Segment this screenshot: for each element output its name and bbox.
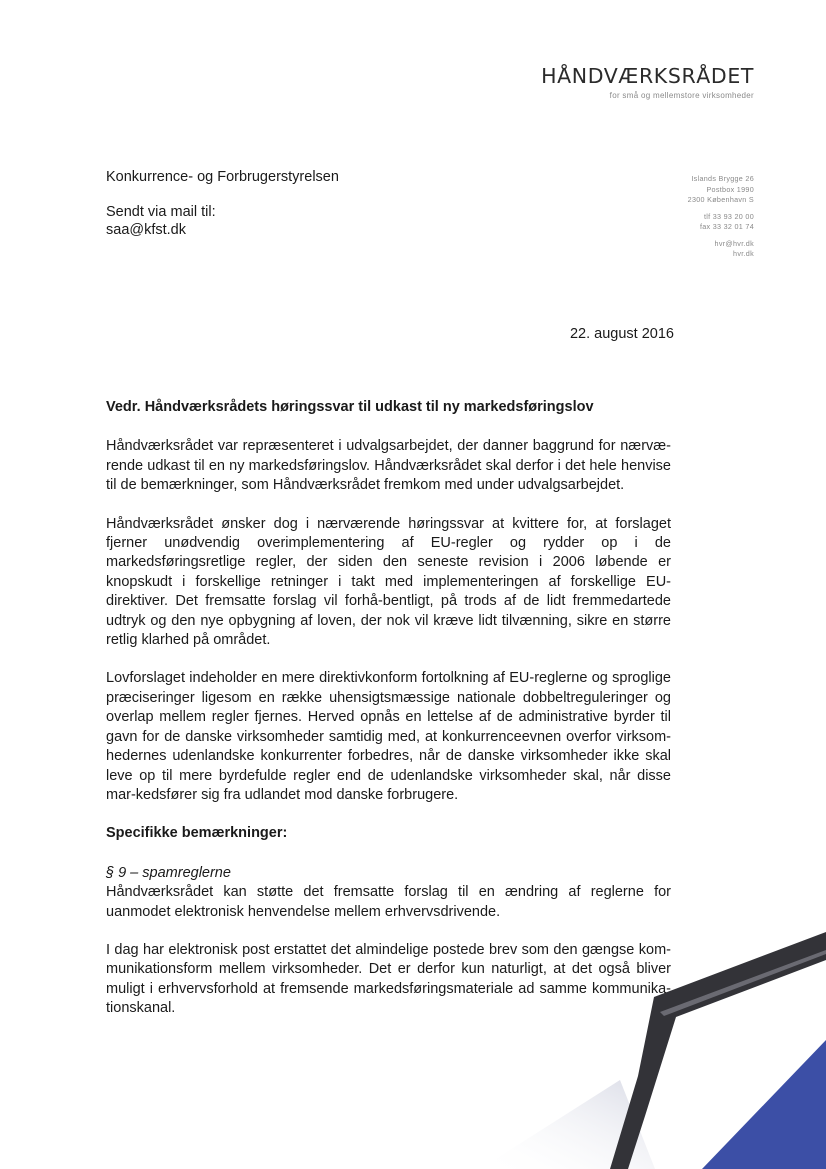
section-block bbox=[106, 864, 671, 922]
sender-address bbox=[688, 174, 754, 260]
letter-date: 22. august 2016 bbox=[569, 326, 674, 342]
specific-remarks-heading: Specifikke bemærkninger: bbox=[106, 825, 288, 842]
ribbon-highlight-shape bbox=[660, 950, 826, 1016]
recipient-block bbox=[106, 168, 339, 239]
letterhead bbox=[541, 64, 754, 100]
sent-via-label: Sendt via mail til: bbox=[106, 204, 216, 220]
address-city: 2300 København S bbox=[687, 195, 754, 204]
address-postbox: Postbox 1990 bbox=[706, 184, 754, 194]
address-web: hvr.dk bbox=[733, 249, 754, 258]
recipient-name: Konkurrence- og Forbrugerstyrelsen bbox=[106, 169, 339, 185]
address-fax: fax 33 32 01 74 bbox=[699, 222, 754, 231]
body-paragraph: Lovforslaget indeholder en mere direktivkonform fortolkning af EU-reglerne og sproglige præciseringer ligesom en række uhensigtsmæssige nationale dobbeltreguleringer og overlap mellem regler fjernes. Herved opnås en lettelse af de administrative byrder til gavn for de danske virksomheder samtidig med, at konkurrenceevnen overfor virksom-hedernes udenlandske konkurrenter forbedres, når de danske virksomheder ikke skal leve op til mere byrdefulde regler end de udenlandske virksomheder skal, når disse mar-kedsfører sig fra udlandet mod danske forbrugere. bbox=[106, 670, 671, 803]
address-street: Islands Brygge 26 bbox=[691, 174, 754, 183]
address-phone: tlf 33 93 20 00 bbox=[703, 211, 754, 221]
body-paragraph: Håndværksrådet var repræsenteret i udvalgsarbejdet, der danner baggrund for nærvæ-rende udkast til en ny markedsføringslov. Håndværksrådet skal derfor i det hele henvise til de bemærkninger, som Håndværksrådet fremkom med under udvalgsarbejdet. bbox=[106, 438, 671, 494]
recipient-email: saa@kfst.dk bbox=[106, 222, 186, 238]
section-text: Håndværksrådet kan støtte det fremsatte forslag til en ændring af reglerne for uanmodet elektronisk henvendelse mellem erhvervsdrivende. bbox=[106, 884, 671, 920]
organization-logo-name: HÅNDVÆRKSRÅDET bbox=[541, 64, 754, 88]
letter-subject: Vedr. Håndværksrådets høringssvar til udkast til ny markedsføringslov bbox=[106, 399, 594, 415]
body-paragraph: Håndværksrådet ønsker dog i nærværende høringssvar at kvittere for, at forslaget fjerner unødvendig overimplementering af EU-regler og rydder op i de markedsføringsretlige regler, der siden den seneste revision i 2006 løbende er knopskudt i forskellige retninger i takt med implementeringen af forskellige EU-direktiver. Det fremsatte forslag vil forhå-bentligt, på trods af de lidt fremmedartede udtryk og den nye opbygning af loven, der nok vil kræve lidt tilvænning, sikre en større retlig klarhed på området. bbox=[106, 515, 671, 649]
address-email: hvr@hvr.dk bbox=[714, 238, 754, 248]
blue-triangle-shape bbox=[702, 1040, 826, 1169]
organization-tagline: for små og mellemstore virksomheder bbox=[609, 91, 754, 100]
body-paragraph: I dag har elektronisk post erstattet det almindelige postede brev som den gængse kom-munikationsform mellem virksomheder. Det er derfor kun naturligt, at det også bliver muligt i erhvervsforhold at fremsende markedsføringsmateriale ad samme kommunika-tionskanal. bbox=[106, 941, 671, 1017]
section-title: § 9 – spamreglerne bbox=[106, 864, 231, 881]
decorative-corner-graphic bbox=[440, 930, 826, 1169]
